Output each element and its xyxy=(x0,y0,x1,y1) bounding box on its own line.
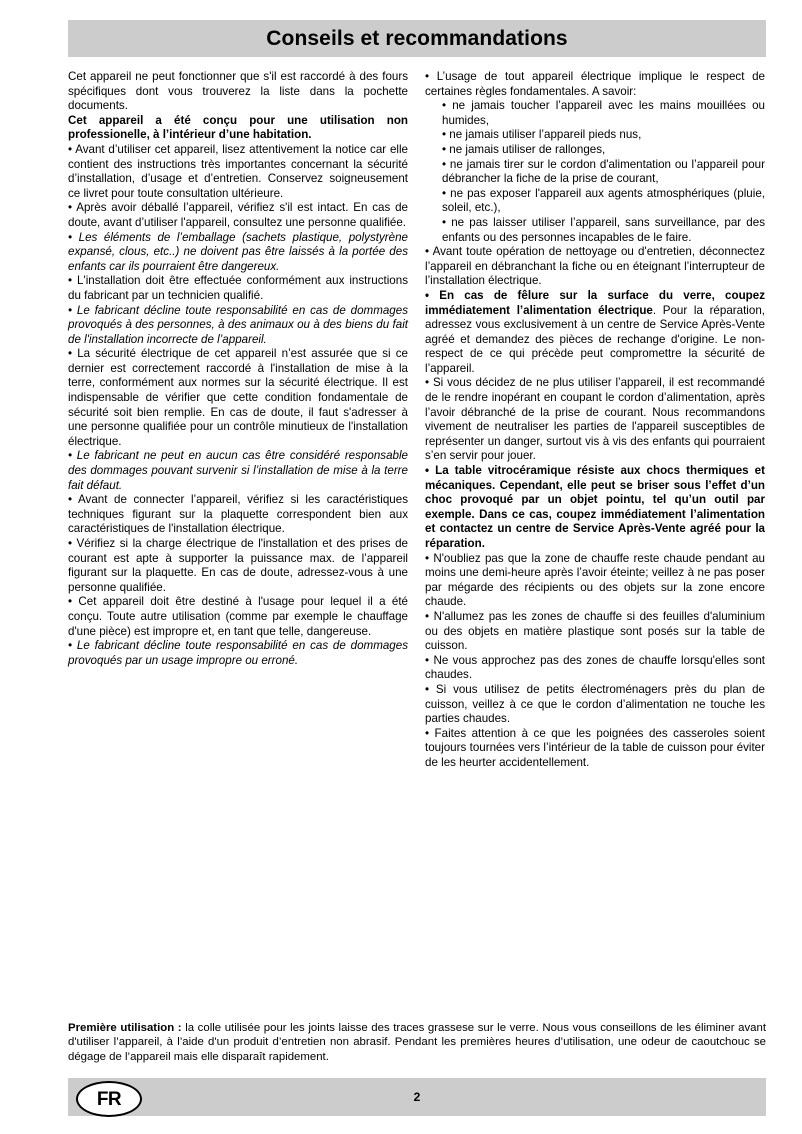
right-paragraph: • Avant toute opération de nettoyage ou d'entretien, déconnectez l’appareil en débranchant la fiche ou en éteignant l’interrupteur de l’installation électrique. xyxy=(425,245,765,288)
first-use-note-text: la colle utilisée pour les joints laisse des traces grassese sur le verre. Nous vous conseillons de les éliminer avant d'utiliser l’appareil, à l’aide d'un produit d’entretien non abrasif. Pendant les premières heures d’utilisation, une odeur de caoutchouc se dégage de l’appareil mais elle disparaît rapidement. xyxy=(68,1022,767,1063)
right-paragraph: • Si vous utilisez de petits électroménagers près du plan de cuisson, veillez à ce que le cordon d’alimentation ne touche les parties chaudes. xyxy=(425,682,765,726)
page-title-bar xyxy=(68,20,766,57)
page-footer-bar xyxy=(68,1078,766,1116)
left-paragraph: Cet appareil ne peut fonctionner que s'il est raccordé à des fours spécifiques dont vous trouverez la liste dans la pochette documents. xyxy=(68,70,408,113)
first-use-note xyxy=(68,1021,766,1064)
right-paragraph: • Ne vous approchez pas des zones de chauffe lorsqu'elles sont chaudes. xyxy=(425,653,765,682)
left-paragraph: • Cet appareil doit être destiné à l'usage pour lequel il a été conçu. Toute autre utilisation (comme par exemple le chauffage d'une pièce) est impropre et, en tant que telle, dangereuse. xyxy=(68,595,408,638)
left-paragraph: • Le fabricant décline toute responsabilité en cas de dommages provoqués à des personnes, à des animaux ou à des biens du fait de l'installation incorrecte de l’appareil. xyxy=(68,303,408,346)
left-paragraph: • La sécurité électrique de cet appareil n’est assurée que si ce dernier est correctement raccordé à l'installation de mise à la terre, conformément aux normes sur la sécurité électrique. Il est indispensable de vérifier que cette condition fondamentale de sécurité soit bien remplie. En cas de doute, il faut s'adresser à une personne qualifiée pour un contrôle minutieux de l'installation électrique. xyxy=(68,347,408,448)
page-title: Conseils et recommandations xyxy=(266,26,568,50)
right-paragraph: • N'oubliez pas que la zone de chauffe reste chaude pendant au moins une demi-heure après l’avoir éteinte; veillez à ne pas poser par mégarde des récipients ou des objets sur la zone encore chaude. xyxy=(425,551,765,609)
right-paragraph xyxy=(425,289,765,377)
left-paragraph: • L'installation doit être effectuée conformément aux instructions du fabricant par un technicien qualifié. xyxy=(68,274,408,302)
left-paragraph: • Les éléments de l’emballage (sachets plastique, polystyrène expansé, clous, etc..) ne doivent pas être laissés à la portée des enfants car ils pourraient être dangereux. xyxy=(68,230,408,273)
left-paragraph: • Après avoir déballé l’appareil, vérifiez s'il est intact. En cas de doute, avant d’utiliser l'appareil, consultez une personne qualifiée. xyxy=(68,201,408,229)
right-paragraph-text: . Pour la réparation, adressez vous exclusivement à un centre de Service Après-Vente agréé et demandez des pièces de rechange d'origine. Le non-respect de ce qui précède peut compromettre la sécurité de l’appareil. xyxy=(425,303,765,375)
left-paragraph: • Avant de connecter l’appareil, vérifiez si les caractéristiques techniques figurant sur la plaquette correspondent bien aux caractéristiques de l'installation électrique. xyxy=(68,493,408,536)
right-paragraph: • ne pas laisser utiliser l’appareil, sans surveillance, par des enfants ou des personnes incapables de le faire. xyxy=(442,215,765,244)
body-columns xyxy=(68,70,766,771)
right-paragraph: • ne pas exposer l'appareil aux agents atmosphériques (pluie, soleil, etc.), xyxy=(442,186,765,215)
right-paragraph-bold-lead: • En cas de fêlure sur la surface du verre, coupez immédiatement l’alimentation électrique xyxy=(425,288,765,317)
right-paragraph: • ne jamais utiliser l’appareil pieds nus, xyxy=(442,128,642,142)
right-paragraph: • La table vitrocéramique résiste aux chocs thermiques et mécaniques. Cependant, elle peut se briser sous l’effet d’un choc provoqué par un objet pointu, tel qu’un outil par exemple. Dans ce cas, coupez immédiatement l’alimentation et contactez un centre de Service Après-Vente agréé pour la réparation. xyxy=(425,464,765,550)
right-paragraph: • ne jamais utiliser de rallonges, xyxy=(442,142,606,156)
right-paragraph: • N'allumez pas les zones de chauffe si des feuilles d'aluminium ou des objets en matière plastique sont posés sur la table de cuisson. xyxy=(425,609,765,653)
left-paragraph: • Avant d’utiliser cet appareil, lisez attentivement la notice car elle contient des instructions très importantes concernant la sécurité d’installation, d’usage et d’entretien. Conservez soigneusement ce livret pour toute consultation ultérieure. xyxy=(68,142,408,200)
page-number: 2 xyxy=(413,1090,421,1104)
right-paragraph: • Si vous décidez de ne plus utiliser l’appareil, il est recommandé de le rendre inopérant en coupant le cordon d’alimentation, après l’avoir débranché de la prise de courant. Nous recommandons vivement de neutraliser les parties de l'appareil susceptibles de représenter un danger, surtout vis à vis des enfants qui pourraient s’en servir pour jouer. xyxy=(425,376,765,463)
right-paragraph: • ne jamais toucher l’appareil avec les mains mouillées ou humides, xyxy=(442,99,765,127)
left-paragraph: • Vérifiez si la charge électrique de l'installation et des prises de courant est apte à supporter la puissance max. de l’appareil figurant sur la plaquette. En cas de doute, adressez-vous à une personne qualifiée. xyxy=(68,537,408,594)
right-paragraph: • Faites attention à ce que les poignées des casseroles soient toujours tournées vers l’intérieur de la table de cuisson pour éviter de les heurter accidentellement. xyxy=(425,726,765,769)
right-text-column xyxy=(425,70,765,771)
left-paragraph: • Le fabricant ne peut en aucun cas être considéré responsable des dommages pouvant survenir si l’installation de mise à la terre fait défaut. xyxy=(68,449,408,492)
left-text-column xyxy=(68,70,408,771)
first-use-note-label: Première utilisation : xyxy=(68,1022,182,1034)
right-paragraph: • ne jamais tirer sur le cordon d'alimentation ou l’appareil pour débrancher la fiche de la prise de courant, xyxy=(442,157,765,186)
left-paragraph: • Le fabricant décline toute responsabilité en cas de dommages provoqués par un usage impropre ou erroné. xyxy=(68,639,408,667)
right-paragraph: • L’usage de tout appareil électrique implique le respect de certaines règles fondamentales. A savoir: xyxy=(425,70,765,98)
language-badge-label: FR xyxy=(96,1088,122,1110)
left-paragraph: Cet appareil a été conçu pour une utilisation non professionelle, à l’intérieur d’une habitation. xyxy=(68,113,408,142)
